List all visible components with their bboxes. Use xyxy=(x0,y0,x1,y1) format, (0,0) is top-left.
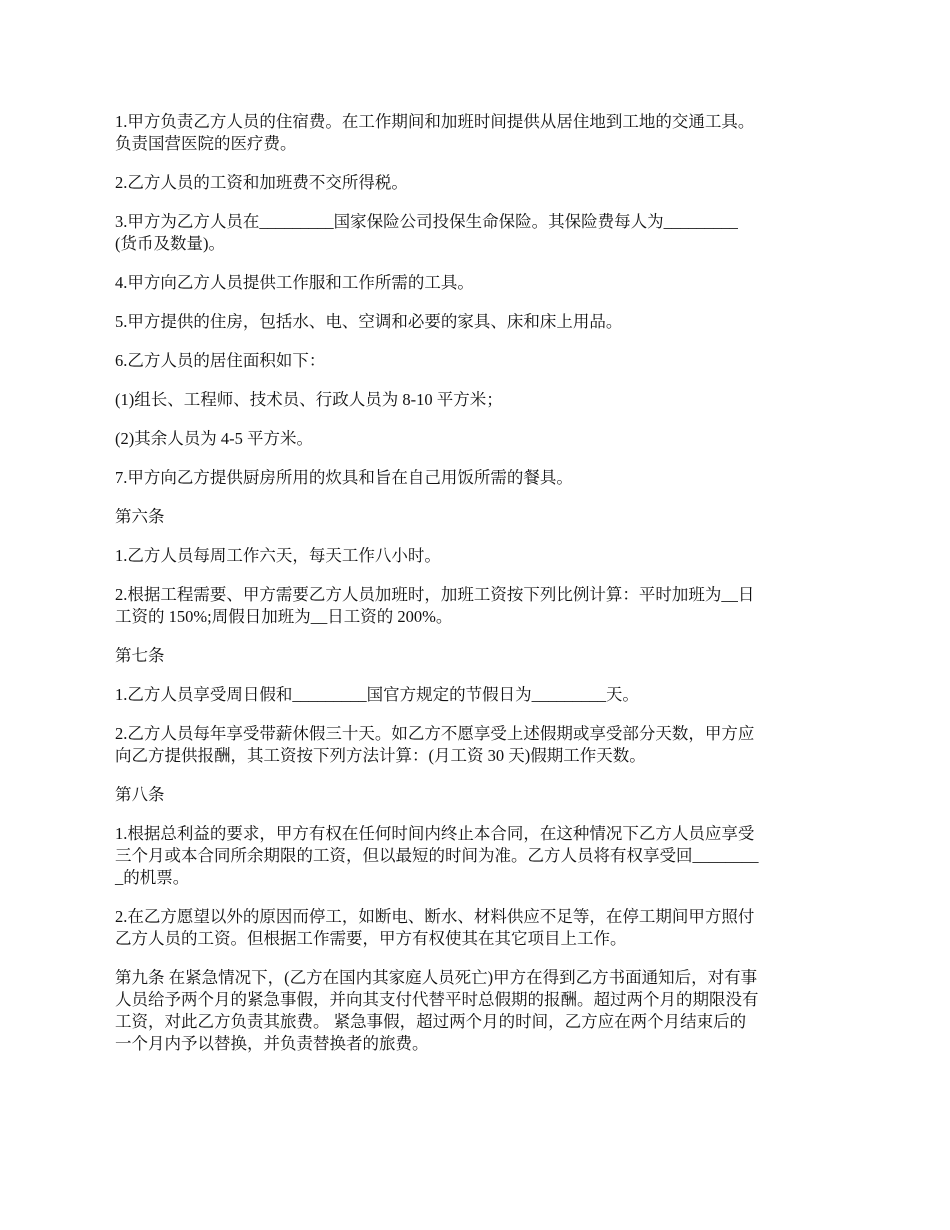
paragraph-line: 第八条 xyxy=(115,785,165,804)
paragraph-line: 负责国营医院的医疗费。 xyxy=(115,134,297,153)
paragraph xyxy=(115,506,835,528)
paragraph xyxy=(115,967,835,1055)
paragraph xyxy=(115,172,835,194)
paragraph-line: 2.根据工程需要、甲方需要乙方人员加班时，加班工资按下列比例计算：平时加班为__日 xyxy=(115,585,755,604)
paragraph xyxy=(115,906,835,950)
paragraph xyxy=(115,784,835,806)
paragraph xyxy=(115,111,835,155)
paragraph xyxy=(115,350,835,372)
paragraph-line: (货币及数量)。 xyxy=(115,234,225,253)
paragraph-line: _的机票。 xyxy=(115,868,190,887)
paragraph-line: 7.甲方向乙方提供厨房所用的炊具和旨在自己用饭所需的餐具。 xyxy=(115,468,573,487)
paragraph xyxy=(115,823,835,889)
paragraph-line: 6.乙方人员的居住面积如下： xyxy=(115,351,326,370)
paragraph-line: 第九条 在紧急情况下，(乙方在国内其家庭人员死亡)甲方在得到乙方书面通知后，对有事 xyxy=(115,968,758,987)
paragraph-line: 第七条 xyxy=(115,646,165,665)
paragraph-line: 1.甲方负责乙方人员的住宿费。在工作期间和加班时间提供从居住地到工地的交通工具。 xyxy=(115,112,755,131)
paragraph-line: (2)其余人员为 4-5 平方米。 xyxy=(115,429,313,448)
paragraph xyxy=(115,311,835,333)
paragraph xyxy=(115,428,835,450)
paragraph-line: 人员给予两个月的紧急事假，并向其支付代替平时总假期的报酬。超过两个月的期限没有 xyxy=(115,990,759,1009)
paragraph-line: 三个月或本合同所余期限的工资，但以最短的时间为准。乙方人员将有权享受回________ xyxy=(115,846,759,865)
paragraph xyxy=(115,467,835,489)
paragraph xyxy=(115,545,835,567)
paragraph xyxy=(115,723,835,767)
paragraph-line: 3.甲方为乙方人员在_________国家保险公司投保生命保险。其保险费每人为_________ xyxy=(115,212,738,231)
paragraph xyxy=(115,211,835,255)
paragraph-line: 工资，对此乙方负责其旅费。 紧急事假，超过两个月的时间，乙方应在两个月结束后的 xyxy=(115,1012,747,1031)
paragraph-line: 1.乙方人员享受周日假和_________国官方规定的节假日为_________天。 xyxy=(115,685,639,704)
paragraph-line: 工资的 150%;周假日加班为__日工资的 200%。 xyxy=(115,607,453,626)
document-body xyxy=(115,111,835,1055)
paragraph-line: 乙方人员的工资。但根据工作需要，甲方有权使其在其它项目上工作。 xyxy=(115,929,627,948)
paragraph-line: 2.乙方人员的工资和加班费不交所得税。 xyxy=(115,173,408,192)
paragraph-line: 1.乙方人员每周工作六天，每天工作八小时。 xyxy=(115,546,441,565)
paragraph-line: 2.在乙方愿望以外的原因而停工，如断电、断水、材料供应不足等，在停工期间甲方照付 xyxy=(115,907,755,926)
paragraph xyxy=(115,645,835,667)
paragraph-line: 5.甲方提供的住房，包括水、电、空调和必要的家具、床和床上用品。 xyxy=(115,312,623,331)
paragraph-line: 1.根据总利益的要求，甲方有权在任何时间内终止本合同，在这种情况下乙方人员应享受 xyxy=(115,824,755,843)
paragraph-line: 4.甲方向乙方人员提供工作服和工作所需的工具。 xyxy=(115,273,474,292)
paragraph-line: 一个月内予以替换，并负责替换者的旅费。 xyxy=(115,1034,429,1053)
paragraph xyxy=(115,684,835,706)
paragraph xyxy=(115,584,835,628)
paragraph xyxy=(115,272,835,294)
paragraph-line: 2.乙方人员每年享受带薪休假三十天。如乙方不愿享受上述假期或享受部分天数，甲方应 xyxy=(115,724,755,743)
paragraph-line: (1)组长、工程师、技术员、行政人员为 8-10 平方米； xyxy=(115,390,503,409)
paragraph-line: 第六条 xyxy=(115,507,165,526)
paragraph xyxy=(115,389,835,411)
paragraph-line: 向乙方提供报酬，其工资按下列方法计算：(月工资 30 天)假期工作天数。 xyxy=(115,746,646,765)
